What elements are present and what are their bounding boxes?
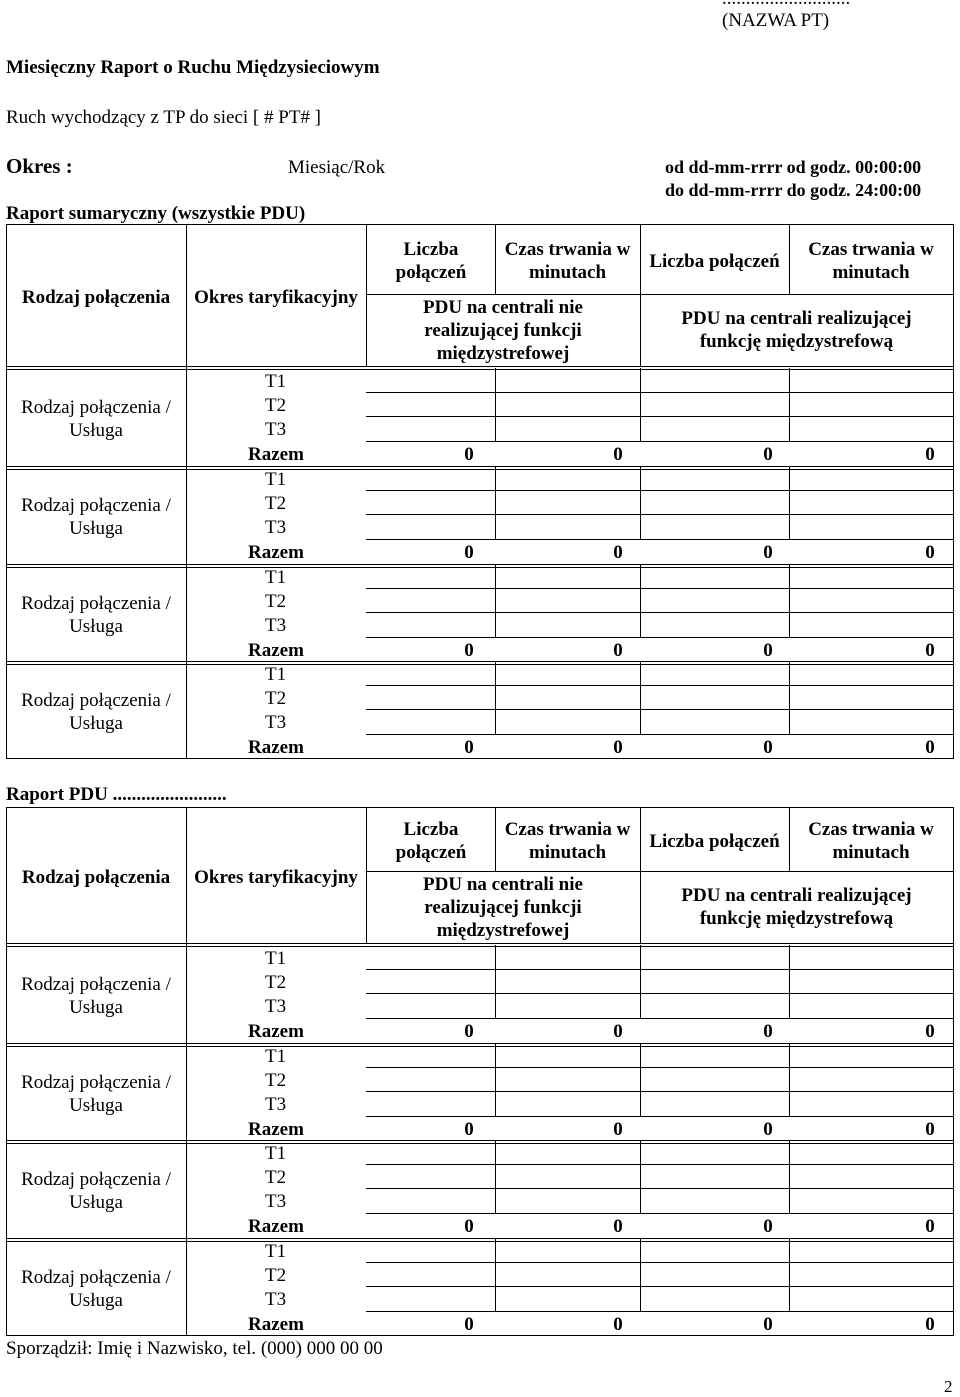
table-rule [366,807,367,944]
table-rule [366,612,954,613]
pdu-nie-header: PDU na centrali nie realizującej funkcji międzystrefowej [423,873,583,941]
total-value: 0 [925,1314,935,1335]
pdu-tak-header: PDU na centrali realizującej funkcję międzystrefową [681,308,912,352]
table-rule [366,1116,954,1117]
total-value: 0 [613,640,623,661]
total-value: 0 [464,1216,474,1237]
table-rule [640,564,641,638]
period-3: T3 [265,615,287,636]
col-rodzaj-header: Rodzaj połączenia [21,866,171,888]
table-rule [789,564,790,638]
group-label: Rodzaj połączenia / Usługa [21,973,171,1018]
group-label: Rodzaj połączenia / Usługa [21,1168,171,1213]
report-title: Miesięczny Raport o Ruchu Międzysieciowym [6,57,380,78]
total-value: 0 [925,737,935,758]
col-liczba-header: Liczba połączeń [395,239,467,283]
total-value: 0 [763,1216,773,1237]
table-rule [640,1238,641,1312]
period-3: T3 [265,1094,287,1115]
table-rule [789,807,790,872]
total-value: 0 [763,1314,773,1335]
col-liczba2-header: Liczba połączeń [649,830,780,852]
table-rule [366,441,954,442]
group-label: Rodzaj połączenia / Usługa [21,592,171,637]
period-2: T2 [265,1167,287,1188]
table-rule [366,1262,954,1263]
total-value: 0 [613,1216,623,1237]
sporzadzil: Sporządził: Imię i Nazwisko, tel. (000) 000 00 00 [6,1338,383,1359]
col-liczba-header: Liczba połączeń [395,819,467,863]
table-rule [640,661,641,735]
table-rule [789,224,790,295]
total-value: 0 [763,640,773,661]
col-czas2-header: Czas trwania w minutach [808,239,934,283]
table-rule [495,368,496,442]
table-rule [366,709,954,710]
table-rule [495,466,496,540]
total-value: 0 [925,1216,935,1237]
table-rule [640,466,641,540]
table-rule [640,368,641,442]
page-number: 2 [944,1377,953,1396]
group-label: Rodzaj połączenia / Usługa [21,689,171,734]
total-value: 0 [925,1119,935,1140]
group-label: Rodzaj połączenia / Usługa [21,1266,171,1311]
table-rule [789,1238,790,1312]
table-rule [366,392,954,393]
group-separator [6,1140,954,1141]
table-rule [495,945,496,1019]
table-rule [789,1140,790,1214]
period-1: T1 [265,664,287,685]
razem-label: Razem [248,1216,304,1237]
total-value: 0 [613,1021,623,1042]
table-rule [366,416,954,417]
total-value: 0 [763,444,773,465]
total-value: 0 [464,542,474,563]
table-rule [366,637,954,638]
total-value: 0 [925,542,935,563]
razem-label: Razem [248,444,304,465]
razem-label: Razem [248,1119,304,1140]
period-1: T1 [265,948,287,969]
group-separator [6,1238,954,1239]
period-1: T1 [265,567,287,588]
table-rule [366,514,954,515]
table-rule [495,1238,496,1312]
period-2: T2 [265,1070,287,1091]
total-value: 0 [613,444,623,465]
total-value: 0 [763,1021,773,1042]
group-separator [6,564,954,565]
total-value: 0 [464,1314,474,1335]
period-1: T1 [265,1046,287,1067]
razem-label: Razem [248,1314,304,1335]
period-2: T2 [265,493,287,514]
group-label: Rodzaj połączenia / Usługa [21,396,171,441]
table-top-border [6,807,954,808]
total-value: 0 [613,1314,623,1335]
col-liczba2-header: Liczba połączeń [649,250,780,272]
col-czas-header: Czas trwania w minutach [504,819,631,863]
group-label: Rodzaj połączenia / Usługa [21,494,171,539]
total-value: 0 [613,542,623,563]
total-value: 0 [925,1021,935,1042]
period-2: T2 [265,972,287,993]
table-rule [640,1043,641,1117]
razem-label: Razem [248,737,304,758]
okres-label: Okres : [6,154,73,178]
period-3: T3 [265,996,287,1017]
period-3: T3 [265,712,287,733]
nazwa-dots [722,0,850,10]
total-value: 0 [464,444,474,465]
period-2: T2 [265,395,287,416]
table-rule [366,969,954,970]
table-rule [495,1140,496,1214]
group-separator [6,466,954,467]
table-rule [366,539,954,540]
total-value: 0 [613,737,623,758]
total-value: 0 [464,640,474,661]
group-separator [6,1043,954,1044]
table-rule [495,661,496,735]
razem-label: Razem [248,542,304,563]
table-rule [789,466,790,540]
okres-od: od dd-mm-rrrr od godz. 00:00:00 [665,157,922,177]
nazwa-pt: (NAZWA PT) [722,10,830,31]
period-3: T3 [265,419,287,440]
table-rule [366,1311,954,1312]
table-rule [789,661,790,735]
col-rodzaj-header: Rodzaj połączenia [21,286,171,308]
table-rule [495,564,496,638]
col-okres-header: Okres taryfikacyjny [194,866,358,888]
report2-title: Raport PDU ........................ [6,784,227,805]
table-rule [366,1188,954,1189]
group-separator [6,661,954,662]
period-3: T3 [265,1191,287,1212]
period-2: T2 [265,591,287,612]
period-2: T2 [265,688,287,709]
razem-label: Razem [248,640,304,661]
table-rule [495,1043,496,1117]
period-1: T1 [265,1143,287,1164]
table-right-border [953,224,954,759]
total-value: 0 [763,1119,773,1140]
miesiac-rok: Miesiąc/Rok [288,157,386,178]
period-3: T3 [265,517,287,538]
total-value: 0 [763,542,773,563]
total-value: 0 [925,640,935,661]
pdu-nie-header: PDU na centrali nie realizującej funkcji międzystrefowej [423,296,583,364]
total-value: 0 [763,737,773,758]
period-3: T3 [265,1289,287,1310]
header-bottom-border [6,366,954,367]
table-rule [366,588,954,589]
table-rule [640,1140,641,1214]
report1-title: Raport sumaryczny (wszystkie PDU) [6,203,306,224]
table-rule [789,368,790,442]
report-subtitle: Ruch wychodzący z TP do sieci [ # PT# ] [6,107,322,128]
col-okres-header: Okres taryfikacyjny [194,286,358,308]
table-rule [366,490,954,491]
table-rule [366,1067,954,1068]
okres-do: do dd-mm-rrrr do godz. 24:00:00 [665,180,922,200]
header-bottom-border [6,943,954,944]
table-rule [789,1043,790,1117]
table-rule [366,224,367,367]
table-rule [366,1213,954,1214]
pdu-tak-header: PDU na centrali realizującej funkcję międzystrefową [681,885,912,929]
table-rule [366,734,954,735]
total-value: 0 [613,1119,623,1140]
period-1: T1 [265,371,287,392]
table-rule [366,1286,954,1287]
header-bottom-border [6,369,954,370]
table-rule [366,685,954,686]
table-rule [366,1164,954,1165]
period-1: T1 [265,469,287,490]
header-bottom-border [6,946,954,947]
total-value: 0 [925,444,935,465]
table-rule [366,993,954,994]
table-top-border [6,224,954,225]
col-czas2-header: Czas trwania w minutach [808,819,934,863]
razem-label: Razem [248,1021,304,1042]
total-value: 0 [464,1119,474,1140]
group-label: Rodzaj połączenia / Usługa [21,1071,171,1116]
table-rule [789,945,790,1019]
table-rule [366,1018,954,1019]
total-value: 0 [464,1021,474,1042]
table-rule [366,1091,954,1092]
period-1: T1 [265,1241,287,1262]
period-2: T2 [265,1265,287,1286]
col-czas-header: Czas trwania w minutach [504,239,631,283]
table-right-border [953,807,954,1336]
total-value: 0 [464,737,474,758]
table-rule [640,945,641,1019]
